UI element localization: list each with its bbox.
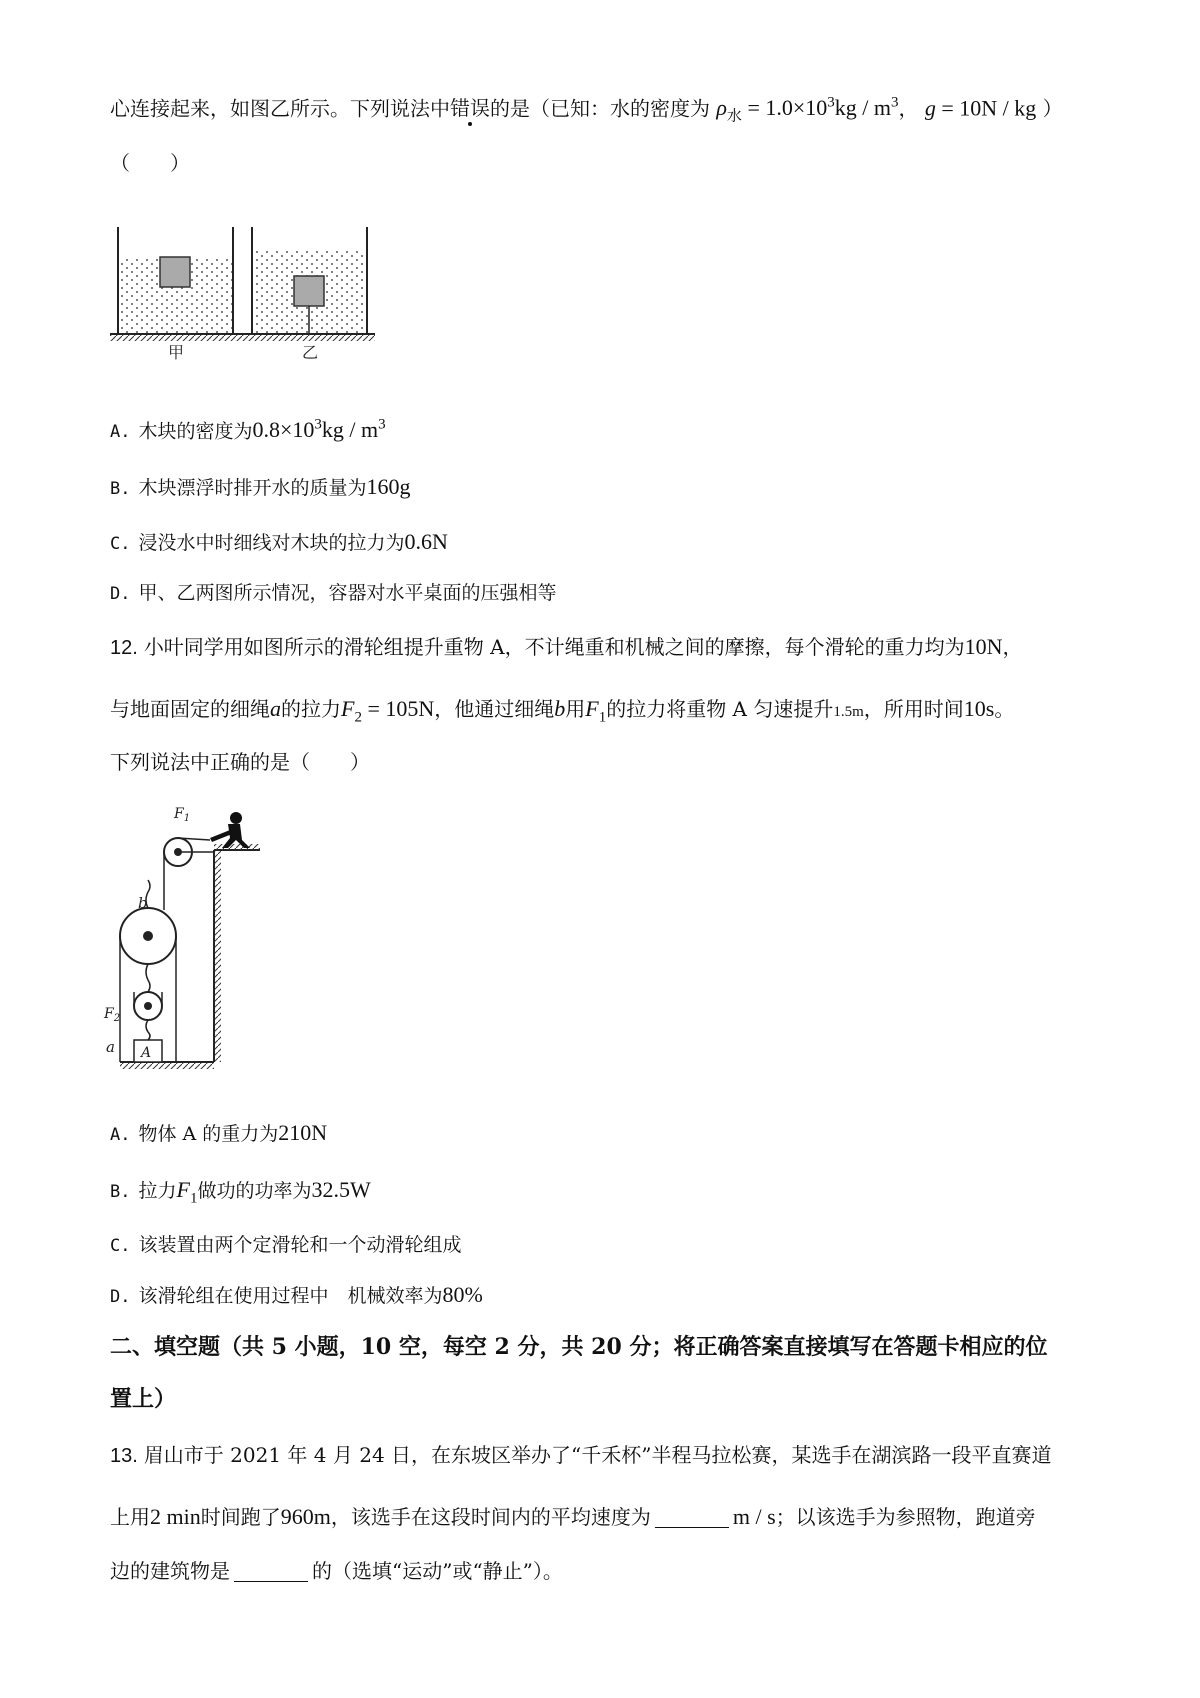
label-a-block: A <box>141 1045 152 1061</box>
q11-option-d: D. 甲、乙两图所示情况，容器对水平桌面的压强相等 <box>110 582 557 604</box>
q13-line1: 13. 眉山市于 2021 年 4 月 24 日，在东坡区举办了“千禾杯”半程马拉松赛，某选手在湖滨路一段平直赛道 <box>110 1443 1052 1467</box>
wood-block-submerged <box>294 276 324 306</box>
label-jia: 甲 <box>168 343 185 362</box>
q12-line3: 下列说法中正确的是（ ） <box>110 750 370 774</box>
q11-option-b: B. 木块漂浮时排开水的质量为160g <box>110 474 411 499</box>
q11-option-c: C. 浸没水中时细线对木块的拉力为0.6N <box>110 529 448 554</box>
q12-option-a: A. 物体 A 的重力为210N <box>110 1120 328 1145</box>
label-yi: 乙 <box>302 343 319 362</box>
q11-option-a: A. 木块的密度为$0.8\times 10^3kg / m^3$ <box>110 417 386 443</box>
container-jia <box>118 227 233 334</box>
q12-option-c: C. 该装置由两个定滑轮和一个动滑轮组成 <box>110 1234 462 1256</box>
q11-close-paren: ） <box>1042 96 1063 121</box>
label-a-rope: a <box>106 1038 115 1056</box>
q12-option-d: D. 该滑轮组在使用过程中 机械效率为80% <box>110 1282 483 1307</box>
q13-line2: 上用2 min时间跑了960m，该选手在这段时间内的平均速度为 m / s；以该选手为参照物，跑道旁 <box>110 1504 1036 1529</box>
q11-comma: ， <box>898 96 919 121</box>
blank-speed[interactable] <box>655 1505 729 1528</box>
q11-stem-text: 心连接起来，如图乙所示。下列说法中 <box>110 96 450 121</box>
q11-g-formula: g = 10N / kg <box>924 95 1037 121</box>
q12-option-b: B. 拉力$F_1$做功的功率为32.5W <box>110 1177 371 1207</box>
q11-rho-formula: $\rho_水 = 1.0\times 10^3kg / m^3$ <box>716 95 899 125</box>
wood-block-floating <box>160 257 190 287</box>
section-heading-cont: 置上） <box>110 1386 177 1412</box>
q11-stem-line <box>110 88 1110 131</box>
section-heading: 二、填空题（共 5 小题，10 空，每空 2 分，共 20 分；将正确答案直接填写在答题卡相应的位 <box>110 1334 1048 1360</box>
q11-figure <box>110 222 390 362</box>
q11-stem-after: 的是（已知：水的密度为 <box>490 96 710 121</box>
q11-emphasis-wrong: 错误 <box>450 96 490 121</box>
container-yi <box>252 227 367 334</box>
q12-line2: 与地面固定的细绳a的拉力$F_2 = 105N$，他通过细绳b用$F_1$的拉力将重物 A 匀速提升1.5m，所用时间10s。 <box>110 696 1015 726</box>
label-f1: $F_1$ <box>174 806 191 824</box>
label-f2: $F_2$ <box>104 1006 121 1024</box>
q13-line3: 边的建筑物是 的（选填“运动”或“静止”）。 <box>110 1559 563 1583</box>
q11-answer-paren: （ ） <box>110 151 190 175</box>
q12-line1: 12. 小叶同学用如图所示的滑轮组提升重物 A，不计绳重和机械之间的摩擦，每个滑轮的重力均为10N， <box>110 634 1023 659</box>
q12-pulley-figure <box>104 800 270 1075</box>
label-b: b <box>138 894 148 912</box>
person-icon <box>210 812 250 848</box>
blank-motion[interactable] <box>234 1559 308 1582</box>
